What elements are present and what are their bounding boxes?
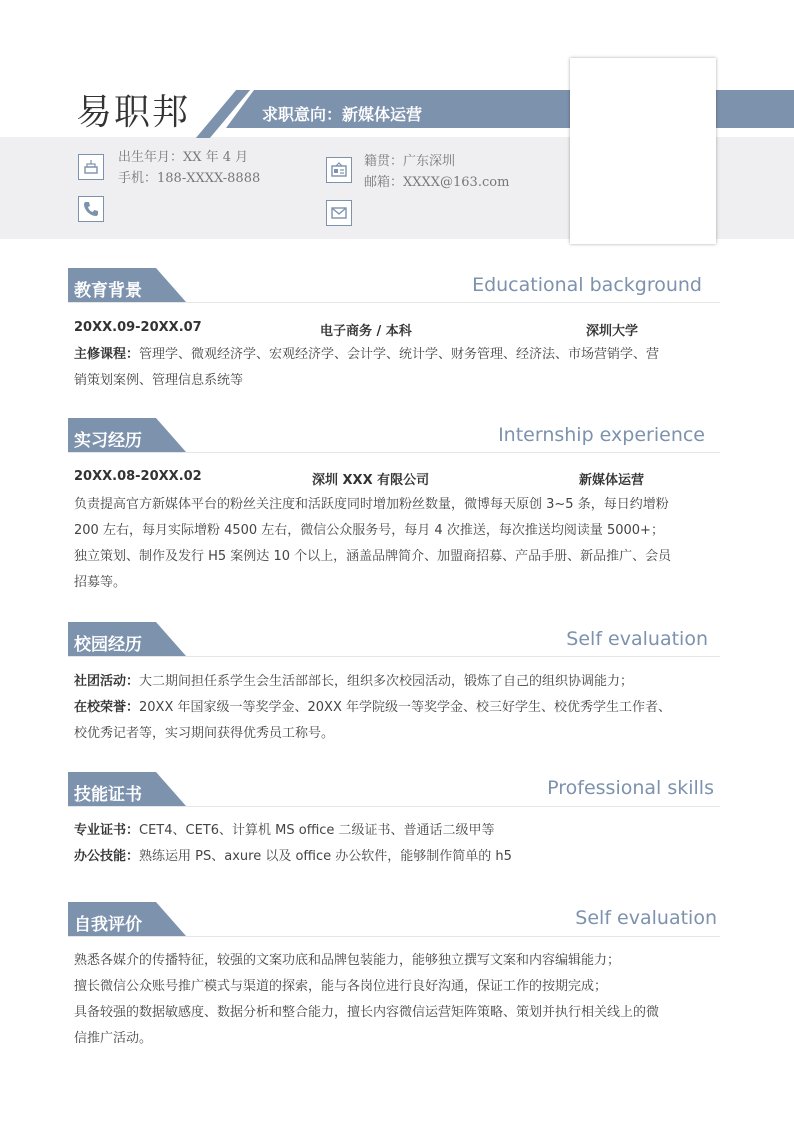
- section-divider: [68, 452, 720, 453]
- education-courses: [74, 342, 714, 394]
- internship-role: 新媒体运营: [579, 473, 645, 488]
- section-title-self-eval: 自我评价: [74, 915, 142, 935]
- section-en-self-eval: Self evaluation: [575, 907, 717, 929]
- internship-row: [74, 469, 714, 487]
- self-eval-line: 信推广活动。: [74, 1031, 153, 1046]
- club-label: 社团活动：: [74, 674, 140, 689]
- phone-number: 手机：188-XXXX-8888: [118, 171, 261, 186]
- honor-label: 在校荣誉：: [74, 700, 140, 715]
- section-en-skills: Professional skills: [547, 777, 714, 799]
- cert-text: CET4、CET6、计算机 MS office 二级证书、普通话二级甲等: [139, 823, 495, 838]
- education-school: 深圳大学: [586, 324, 639, 339]
- honor-text: 20XX 年国家级一等奖学金、20XX 年学院级一等奖学金、校三好学生、校优秀学生工作者、: [139, 700, 671, 715]
- internship-line: 招募等。: [74, 575, 127, 590]
- candidate-name: 易职邦: [76, 92, 191, 133]
- internship-company: 深圳 XXX 有限公司: [312, 473, 430, 488]
- job-intent: 求职意向：新媒体运营: [262, 105, 423, 124]
- internship-line: 200 左右，每月实际增粉 4500 左右，微信公众服务号，每月 4 次推送，每次推送均阅读量 5000+；: [74, 523, 664, 538]
- section-en-education: Educational background: [472, 274, 702, 296]
- office-label: 办公技能：: [74, 849, 140, 864]
- education-period: 20XX.09-20XX.07: [74, 320, 202, 335]
- self-eval-line: 具备较强的数据敏感度、数据分析和整合能力，擅长内容微信运营矩阵策略、策划并执行相关线上的微: [74, 1005, 660, 1020]
- section-title-internship: 实习经历: [74, 431, 142, 451]
- id-card-icon: [326, 157, 352, 183]
- courses-label: 主修课程：: [74, 347, 140, 362]
- internship-line: 独立策划、制作及发行 H5 案例达 10 个以上，涵盖品牌简介、加盟商招募、产品手册、新品推广、会员: [74, 549, 672, 564]
- cake-icon: [78, 154, 104, 180]
- self-eval-line: 擅长微信公众账号推广模式与渠道的探索，能与各岗位进行良好沟通，保证工作的按期完成；: [74, 979, 608, 994]
- office-text: 熟练运用 PS、axure 以及 office 办公软件，能够制作简单的 h5: [139, 849, 512, 864]
- mail-icon: [326, 200, 352, 226]
- phone-icon: [78, 196, 104, 222]
- honor-text-2: 校优秀记者等，实习期间获得优秀员工称号。: [74, 726, 335, 741]
- education-major: 电子商务 / 本科: [320, 324, 412, 339]
- self-eval-line: 熟悉各媒介的传播特征，较强的文案功底和品牌包装能力，能够独立撰写文案和内容编辑能力；: [74, 953, 621, 968]
- internship-description: [74, 492, 724, 596]
- internship-period: 20XX.08-20XX.02: [74, 469, 202, 484]
- education-row: [74, 320, 714, 338]
- courses-line-1: 管理学、微观经济学、宏观经济学、会计学、统计学、财务管理、经济法、市场营销学、营: [139, 347, 660, 362]
- birth-date: 出生年月：XX 年 4 月: [118, 150, 249, 165]
- internship-line: 负责提高官方新媒体平台的粉丝关注度和活跃度同时增加粉丝数量，微博每天原创 3~5 条，每日约增粉: [74, 497, 669, 512]
- section-en-internship: Internship experience: [498, 424, 705, 446]
- section-divider: [68, 302, 720, 303]
- profile-photo: [570, 58, 716, 244]
- club-text: 大二期间担任系学生会生活部部长，组织多次校园活动，锻炼了自己的组织协调能力；: [139, 674, 634, 689]
- cert-label: 专业证书：: [74, 823, 140, 838]
- section-title-campus: 校园经历: [74, 635, 142, 655]
- email-address: 邮箱：XXXX@163.com: [364, 175, 510, 190]
- section-title-education: 教育背景: [74, 281, 142, 301]
- native-place: 籍贯：广东深圳: [364, 154, 456, 169]
- section-divider: [68, 656, 720, 657]
- section-en-campus: Self evaluation: [566, 628, 708, 650]
- self-eval-text: [74, 948, 724, 1052]
- campus-details: [74, 669, 724, 747]
- section-divider: [68, 806, 720, 807]
- section-title-skills: 技能证书: [74, 785, 142, 805]
- courses-line-2: 销策划案例、管理信息系统等: [74, 373, 244, 388]
- section-divider: [68, 936, 720, 937]
- skills-details: [74, 818, 724, 870]
